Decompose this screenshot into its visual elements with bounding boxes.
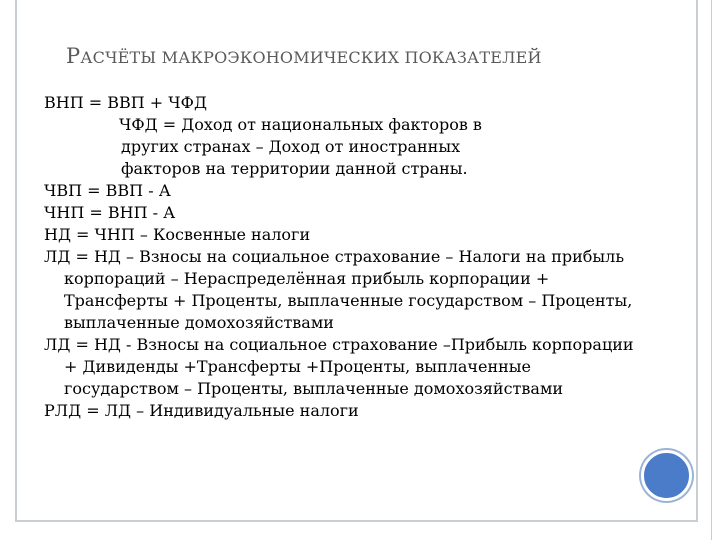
- title-first-letter: Р: [66, 44, 81, 68]
- formula-ni: НД = ЧНП – Косвенные налоги: [44, 225, 311, 244]
- formula-nnp-gdp: ЧВП = ВВП - А: [44, 181, 171, 200]
- formula-nfi-line2: других странах – Доход от иностранных: [121, 137, 461, 156]
- formula-gnp: ВНП = ВВП + ЧФД: [44, 93, 207, 112]
- formula-dpi: РЛД = ЛД – Индивидуальные налоги: [44, 401, 359, 420]
- formula-nfi-line1: ЧФД = Доход от национальных факторов в: [119, 115, 482, 134]
- side-divider: [711, 0, 712, 540]
- slide-content: [44, 92, 644, 422]
- title-rest: АСЧЁТЫ МАКРОЭКОНОМИЧЕСКИХ ПОКАЗАТЕЛЕЙ: [80, 48, 542, 67]
- formula-pi-2: ЛД = НД - Взносы на социальное страхование –Прибыль корпорации + Дивиденды +Трансферты +Проценты, выплаченные государством – Проценты, выплаченные домохозяйствами: [44, 335, 634, 398]
- slide-title: [66, 44, 542, 68]
- formula-pi-1: ЛД = НД – Взносы на социальное страхование – Налоги на прибыль корпораций – Нераспределённая прибыль корпорации + Трансферты + Проценты, выплаченные государством – Проценты, выплаченные домохозяйствами: [44, 247, 633, 332]
- formula-nfi-line3: факторов на территории данной страны.: [121, 159, 468, 178]
- formula-nnp-gnp: ЧНП = ВНП - А: [44, 203, 176, 222]
- decorative-circle-icon: [641, 450, 692, 501]
